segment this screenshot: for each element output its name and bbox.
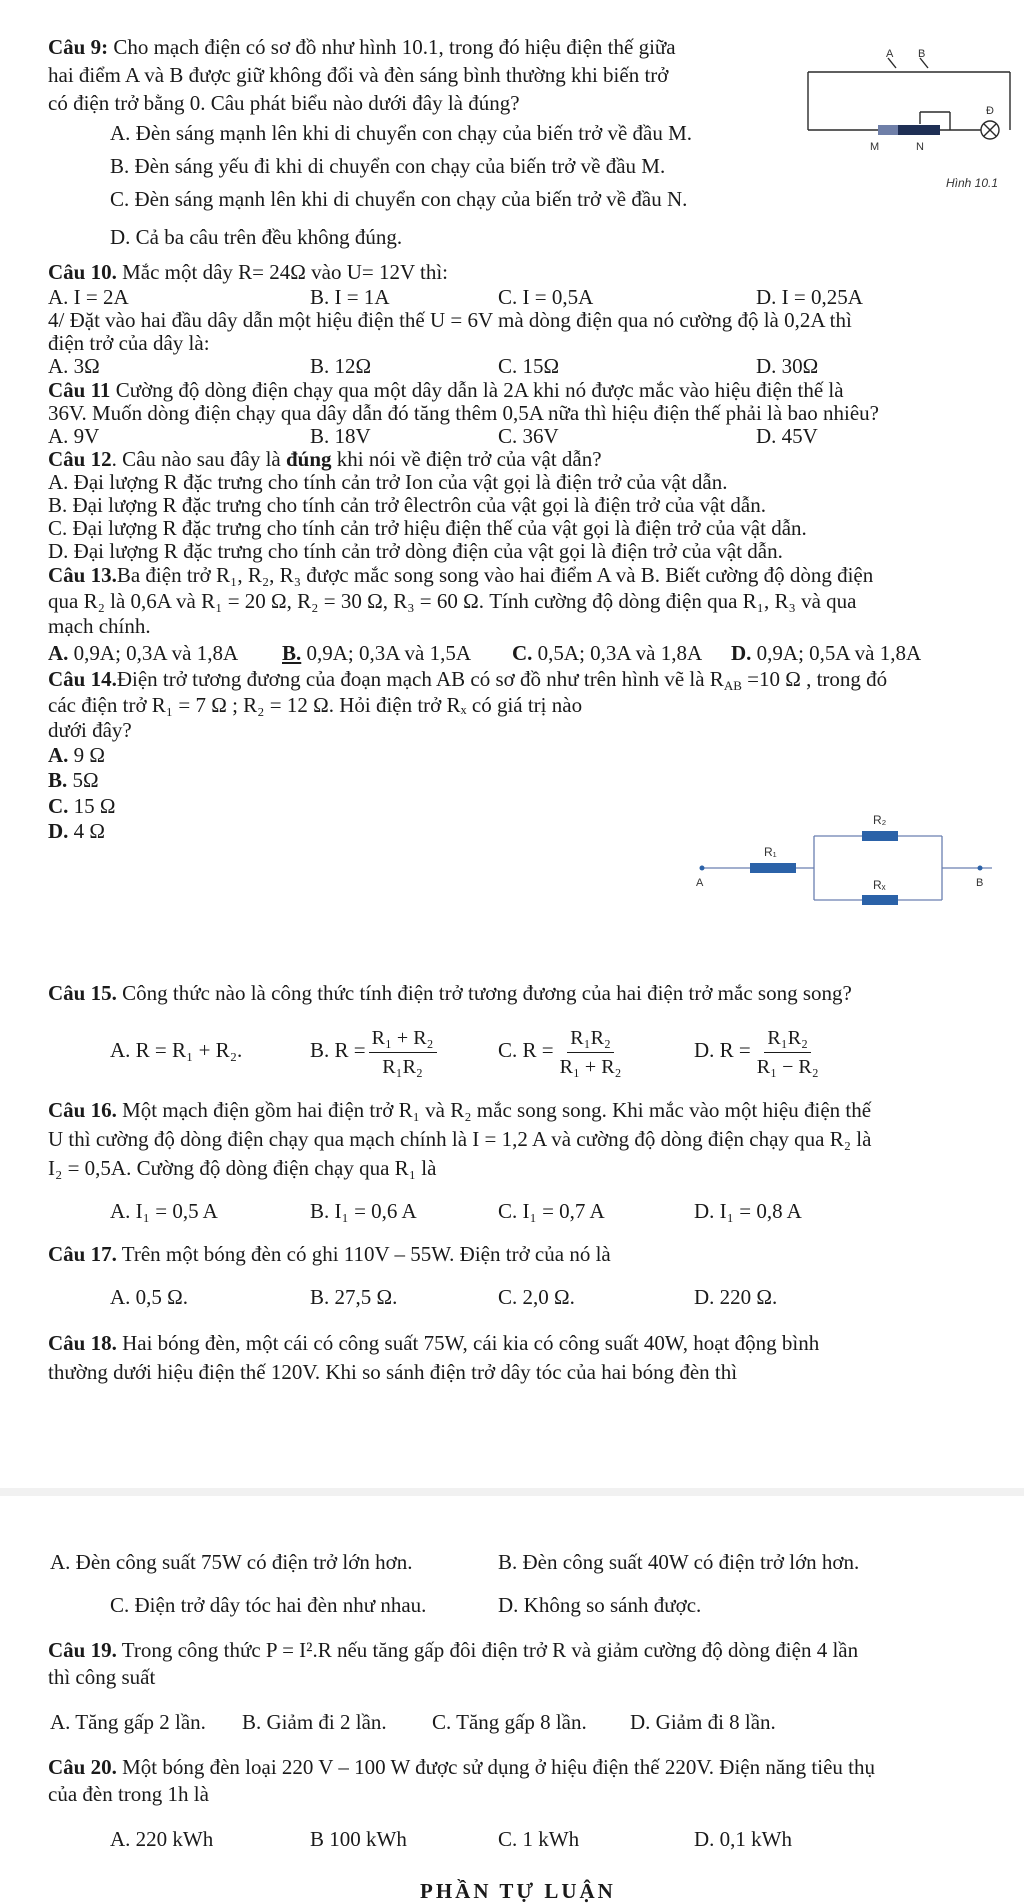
q17-option-c: C. 2,0 Ω.: [498, 1285, 575, 1309]
q16-line3: I₂ = 0,5A. Cường độ dòng điện chạy qua R₁ là: [48, 1156, 437, 1180]
q14-label-r2: R₂: [873, 813, 887, 827]
q13-line2: qua R₂ là 0,6A và R₁ = 20 Ω, R₂ = 30 Ω, R₃ = 60 Ω. Tính cường độ dòng điện qua R₁, R₃ và qua: [48, 589, 857, 613]
q20-option-b: B 100 kWh: [310, 1827, 407, 1851]
q9-option-a: A. Đèn sáng mạnh lên khi di chuyển con chạy của biến trở về đầu M.: [110, 121, 693, 145]
q11-option-b: B. 18V: [310, 424, 371, 448]
q13-line3: mạch chính.: [48, 614, 151, 638]
q4-option-b: B. 12Ω: [310, 354, 372, 378]
footer-heading-clipped: [0, 1878, 1024, 1903]
q4-option-c: C. 15Ω: [498, 354, 560, 378]
q13-option-a: A. 0,9A; 0,3A và 1,8A: [48, 641, 239, 665]
q14-line3: dưới đây?: [48, 718, 132, 742]
q9-label: Câu 9:: [48, 35, 109, 59]
q19-line1: Câu 19. Trong công thức P = I².R nếu tăng gấp đôi điện trở R và giảm cường độ dòng điện 4 lần: [48, 1638, 859, 1662]
q10-stem: Câu 10. Mắc một dây R= 24Ω vào U= 12V thì:: [48, 260, 448, 284]
q14-label-r1: R₁: [764, 845, 777, 859]
q12-option-d: D. Đại lượng R đặc trưng cho tính cản trở dòng điện của vật gọi là điện trở của vật dẫn.: [48, 539, 783, 563]
q9-option-c: C. Đèn sáng mạnh lên khi di chuyển con chạy của biến trở về đầu N.: [110, 187, 688, 211]
q10-option-b: B. I = 1A: [310, 285, 390, 309]
q18-option-b: B. Đèn công suất 40W có điện trở lớn hơn.: [498, 1550, 860, 1574]
q19-option-b: B. Giảm đi 2 lần.: [242, 1710, 387, 1734]
q11-option-a: A. 9V: [48, 424, 100, 448]
q20-option-d: D. 0,1 kWh: [694, 1827, 792, 1851]
q20-option-c: C. 1 kWh: [498, 1827, 580, 1851]
q16-line1: Câu 16. Một mạch điện gồm hai điện trở R₁ và R₂ mắc song song. Khi mắc vào một hiệu điện thế: [48, 1098, 872, 1122]
q15-option-b: B. R = $\frac{\text{R₁ + R₂}}{\text{R₁R₂}}$: [310, 1022, 440, 1079]
q19-line2: thì công suất: [48, 1665, 156, 1689]
q12-option-a: A. Đại lượng R đặc trưng cho tính cản trở Ion của vật gọi là điện trở của vật dẫn.: [48, 470, 728, 494]
q18-option-c: C. Điện trở dây tóc hai đèn như nhau.: [110, 1593, 427, 1617]
q9-option-b: B. Đèn sáng yếu đi khi di chuyển con chạy của biến trở về đầu M.: [110, 154, 666, 178]
q12-stem: Câu 12. Câu nào sau đây là đúng khi nói về điện trở của vật dẫn?: [48, 447, 602, 471]
q11-option-c: C. 36V: [498, 424, 559, 448]
figure-q14-circuit: [680, 810, 984, 920]
q14-label-a: A: [696, 877, 704, 889]
q18-line2: thường dưới hiệu điện thế 120V. Khi so sánh điện trở dây tóc của hai bóng đèn thì: [48, 1360, 738, 1384]
q20-line1: Câu 20. Một bóng đèn loại 220 V – 100 W được sử dụng ở hiệu điện thế 220V. Điện năng tiêu thụ: [48, 1755, 876, 1779]
q9-option-d: D. Cả ba câu trên đều không đúng.: [110, 225, 403, 249]
q15-option-d: D. R = $\frac{\text{R₁R₂}}{\text{R₁ − R₂}}$: [694, 1026, 819, 1078]
page-gap: [0, 1488, 1024, 1496]
q14-line1: Câu 14.Điện trở tương đương của đoạn mạch AB có sơ đồ như trên hình vẽ là $R_{AB} =10$ Ω , trong đó: [48, 667, 888, 693]
q17-option-a: A. 0,5 Ω.: [110, 1285, 189, 1309]
q14-resistor-r2: [862, 831, 898, 841]
q14-label-rx: Rₓ: [873, 878, 886, 892]
q14-option-c: C. 15 Ω: [48, 794, 116, 818]
q4-line2: điện trở của dây là:: [48, 331, 210, 355]
q9-line1: Câu 9: Cho mạch điện có sơ đồ như hình 10.1, trong đó hiệu điện thế giữa: [48, 35, 676, 59]
fig10-caption: Hình 10.1: [946, 176, 999, 190]
q11-option-d: D. 45V: [756, 424, 818, 448]
q16-option-b: B. I₁ = 0,6 A: [310, 1199, 417, 1223]
q15-option-c: C. R = $\frac{\text{R₁R₂}}{\text{R₁ + R₂}}$: [498, 1026, 622, 1078]
q4-line1: 4/ Đặt vào hai đầu dây dẫn một hiệu điện thế U = 6V mà dòng điện qua nó cường độ là 0,2A thì: [48, 308, 852, 332]
q13-option-b: B. 0,9A; 0,3A và 1,5A: [282, 641, 472, 665]
fig10-rheostat-light: [878, 125, 898, 135]
fig10-label-b: B: [918, 48, 926, 60]
q19-option-c: C. Tăng gấp 8 lần.: [432, 1710, 587, 1734]
q4-option-d: D. 30Ω: [756, 354, 819, 378]
q14-option-b: B. 5Ω: [48, 768, 99, 792]
q11-line1: Câu 11 Cường độ dòng điện chạy qua một dây dẫn là 2A khi nó được mắc vào hiệu điện thế là: [48, 378, 844, 402]
q11-line2: 36V. Muốn dòng điện chạy qua dây dẫn đó tăng thêm 0,5A nữa thì hiệu điện thế phải là bao nhiêu?: [48, 401, 879, 425]
footer-heading: PHẦN TỰ LUẬN: [420, 1879, 616, 1903]
q20-line2: của đèn trong 1h là: [48, 1782, 209, 1806]
q14-node-b: [978, 866, 983, 871]
q9-line2: hai điểm A và B được giữ không đổi và đèn sáng bình thường khi biến trở: [48, 63, 669, 87]
q18-option-d: D. Không so sánh được.: [498, 1593, 702, 1617]
q9-line3: có điện trở bằng 0. Câu phát biểu nào dưới đây là đúng?: [48, 91, 520, 115]
q13-line1: Câu 13.Ba điện trở R₁, R₂, R₃ được mắc song song vào hai điểm A và B. Biết cường độ dòng điện: [48, 563, 874, 587]
q14-label-b: B: [976, 877, 984, 889]
q12-option-b: B. Đại lượng R đặc trưng cho tính cản trở êlectrôn của vật gọi là điện trở của vật dẫn.: [48, 493, 766, 517]
q13-option-c: C. 0,5A; 0,3A và 1,8A: [512, 641, 703, 665]
q19-option-d: D. Giảm đi 8 lần.: [630, 1710, 776, 1734]
q19-option-a: A. Tăng gấp 2 lần.: [50, 1710, 206, 1734]
q14-node-a: [700, 866, 705, 871]
q15-option-a: A. R = R₁ + R₂.: [110, 1038, 243, 1062]
q17-stem: Câu 17. Trên một bóng đèn có ghi 110V – 55W. Điện trở của nó là: [48, 1242, 611, 1266]
q10-option-a: A. I = 2A: [48, 285, 129, 309]
q14-line2: các điện trở R₁ = 7 Ω ; R₂ = 12 Ω. Hỏi điện trở Rₓ có giá trị nào: [48, 693, 583, 717]
q15-stem: Câu 15. Công thức nào là công thức tính điện trở tương đương của hai điện trở mắc song song?: [48, 981, 852, 1005]
q14-resistor-rx: [862, 895, 898, 905]
q12-option-c: C. Đại lượng R đặc trưng cho tính cản trở hiệu điện thế của vật gọi là điện trở của vật dẫn.: [48, 516, 807, 540]
fig10-label-a: A: [886, 48, 894, 60]
q20-option-a: A. 220 kWh: [110, 1827, 214, 1851]
q4-option-a: A. 3Ω: [48, 354, 100, 378]
q17-option-d: D. 220 Ω.: [694, 1285, 778, 1309]
q14-option-a: A. 9 Ω: [48, 743, 106, 767]
q10-option-d: D. I = 0,25A: [756, 285, 863, 309]
q14-resistor-r1: [750, 863, 796, 873]
q18-option-a: A. Đèn công suất 75W có điện trở lớn hơn.: [50, 1550, 413, 1574]
q16-line2: U thì cường độ dòng điện chạy qua mạch chính là I = 1,2 A và cường độ dòng điện chạy qua R₂ là: [48, 1127, 872, 1151]
q16-option-c: C. I₁ = 0,7 A: [498, 1199, 605, 1223]
fig10-label-d: Đ: [986, 105, 994, 117]
figure-10-1: [770, 48, 1018, 208]
q16-option-d: D. I₁ = 0,8 A: [694, 1199, 802, 1223]
q13-option-d: D. 0,9A; 0,5A và 1,8A: [731, 641, 922, 665]
q17-option-b: B. 27,5 Ω.: [310, 1285, 398, 1309]
fig10-label-m: M: [870, 141, 880, 153]
q10-option-c: C. I = 0,5A: [498, 285, 594, 309]
fig10-label-n: N: [916, 141, 924, 153]
q18-line1: Câu 18. Hai bóng đèn, một cái có công suất 75W, cái kia có công suất 40W, hoạt động bình: [48, 1331, 820, 1355]
q14-option-d: D. 4 Ω: [48, 819, 106, 843]
q16-option-a: A. I₁ = 0,5 A: [110, 1199, 218, 1223]
